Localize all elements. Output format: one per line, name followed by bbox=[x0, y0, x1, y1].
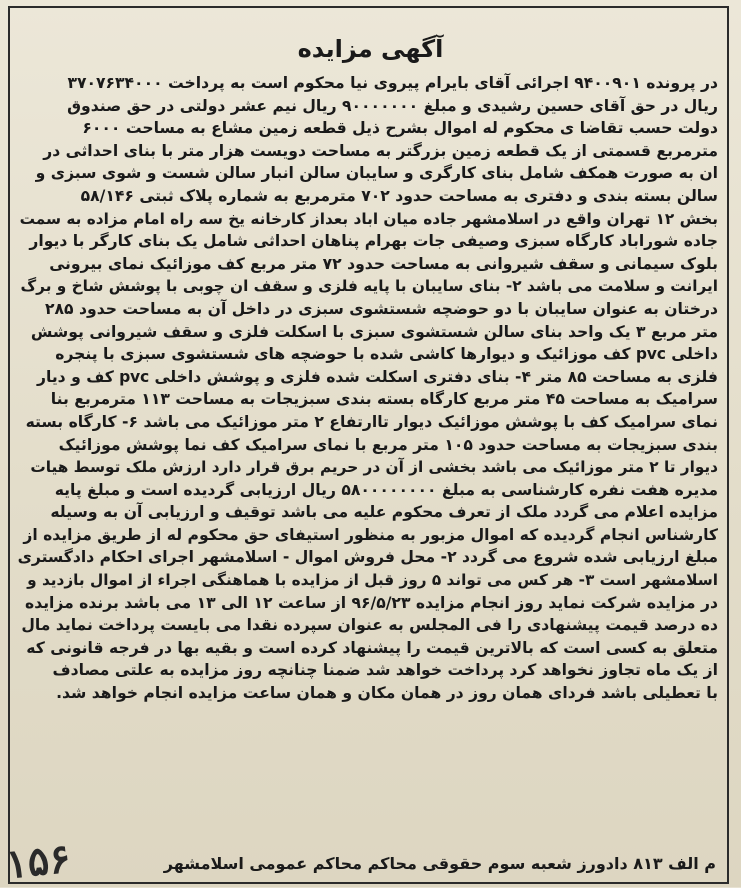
body-line: مبلغ ارزیابی شده شروع می گردد ۲- محل فروش اموال - اسلامشهر اجرای احکام دادگستری bbox=[18, 548, 718, 567]
body-line: درختان به عنوان سایبان با دو حوضچه شستشوی سبزی در داخل آن به مساحت حدود ۲۸۵ bbox=[45, 299, 718, 318]
body-line: کارشناس انجام گردیده که اموال مزبور به منظور استیفای حق محکوم له از طریق مزایده از bbox=[23, 525, 718, 544]
body-line: نمای سرامیک کف با پوشش موزائیک دیوار تاارتفاع ۲ متر موزائیک می باشد ۶- کارگاه بسته bbox=[25, 412, 718, 431]
body-line: مزایده اعلام می گردد ملک از تعرف محکوم علیه می باشد توقیف و ارزیابی آن به وسیله bbox=[50, 503, 718, 522]
body-line: در مزایده شرکت نماید روز انجام مزایده ۹۶/۵/۲۳ از ساعت ۱۲ الی ۱۳ می باشد برنده مزایده bbox=[24, 593, 718, 612]
body-line: متر مربع ۳ یک واحد بنای سالن شستشوی سبزی با اسکلت فلزی و سقف شیروانی پوشش bbox=[30, 322, 718, 341]
notice-body bbox=[18, 72, 718, 705]
body-line: از یک ماه تجاوز نخواهد کرد پرداخت خواهد شد ضمنا چنانچه روز مزایده به علتی مصادف bbox=[52, 661, 718, 680]
body-line: مترمربع قسمتی از یک قطعه زمین بزرگتر به مساحت دویست هزار متر با بنای احداثی در bbox=[43, 141, 718, 160]
body-line: اسلامشهر است ۳- هر کس می تواند ۵ روز قبل از مزایده با هماهنگی اجراء از اموال بازدید و bbox=[27, 571, 718, 590]
handwritten-code: ۱۵۶ bbox=[3, 834, 73, 888]
body-line: ان به صورت همکف شامل بنای کارگری و سایبان سالن انبار سالن شست و شوی سبزی و bbox=[35, 164, 718, 183]
body-line: بندی سبزیجات به مساحت حدود ۱۰۵ متر مربع با نمای سرامیک کف نما پوشش موزائیک bbox=[58, 435, 718, 454]
body-line: ریال در حق آقای حسین رشیدی و مبلغ ۹۰۰۰۰۰۰۰ ریال نیم عشر دولتی در حق صندوق bbox=[67, 96, 718, 115]
body-line: با تعطیلی باشد فردای همان روز در همان مکان و همان ساعت مزایده انجام خواهد شد. bbox=[56, 684, 718, 703]
body-line: ایرانت و سلامت می باشد ۲- بنای سایبان با پایه فلزی و سقف ان چوبی با پوشش شاخ و برگ bbox=[20, 277, 718, 296]
body-line: سرامیک به مساحت ۴۵ متر مربع کارگاه بسته بندی سبزیجات به مساحت ۱۱۳ مترمربع بنا bbox=[50, 390, 718, 409]
notice-signature: م الف ۸۱۳ دادورز شعبه سوم حقوقی محاکم محاکم عمومی اسلامشهر bbox=[163, 854, 716, 873]
body-line: متعلق به کسی است که بالاترین قیمت را پیشنهاد کرده است و بقیه بها در فرجه قانونی که bbox=[26, 638, 718, 657]
body-line: دولت حسب تقاضا ی محکوم له اموال بشرح ذیل قطعه زمین مشاع به مساحت ۶۰۰۰ bbox=[82, 119, 718, 138]
body-line: فلزی به مساحت ۸۵ متر ۴- بنای دفتری اسکلت شده فلزی و پوشش داخلی pvc کف و دیار bbox=[36, 367, 718, 386]
body-line: ده درصد قیمت پیشنهادی را فی المجلس به عنوان سپرده نقدا می بایست پرداخت نماید مال bbox=[21, 616, 718, 635]
body-line: بلوک سیمانی و سقف شیروانی به مساحت حدود ۷۲ متر مربع کف موزائیک نمای بیرونی bbox=[49, 254, 718, 273]
body-line: جاده شوراباد کارگاه سبزی وصیفی جات بهرام پناهان احداثی شامل یک بنای کارگر با دیوار bbox=[29, 232, 718, 251]
body-line: دیوار تا ۲ متر موزائیک می باشد بخشی از آن در حریم برق قرار دارد ارزش ملک توسط هیات bbox=[30, 458, 718, 477]
body-line: سالن بسته بندی و دفتری به مساحت حدود ۷۰۲ مترمربع به شماره پلاک ثبتی ۵۸/۱۴۶ bbox=[80, 186, 718, 205]
body-line: در پرونده ۹۴۰۰۹۰۱ اجرائی آقای بایرام پیروی نیا محکوم است به پرداخت ۳۷۰۷۶۳۴۰۰۰ bbox=[67, 74, 718, 92]
body-line: مدیره هفت نفره کارشناسی به مبلغ ۵۸۰۰۰۰۰۰۰۰ ریال ارزیابی گردیده است و مبلغ پایه bbox=[54, 480, 718, 499]
notice-title: آگهی مزایده bbox=[297, 35, 444, 63]
body-line: داخلی pvc کف موزائیک و دیوارها کاشی شده با حوضچه های شستشوی سبزی با پنجره bbox=[55, 345, 718, 364]
body-line: بخش ۱۲ تهران واقع در اسلامشهر جاده میان اباد بعداز کارخانه یخ سه راه امام مزاده به سمت bbox=[19, 209, 718, 228]
